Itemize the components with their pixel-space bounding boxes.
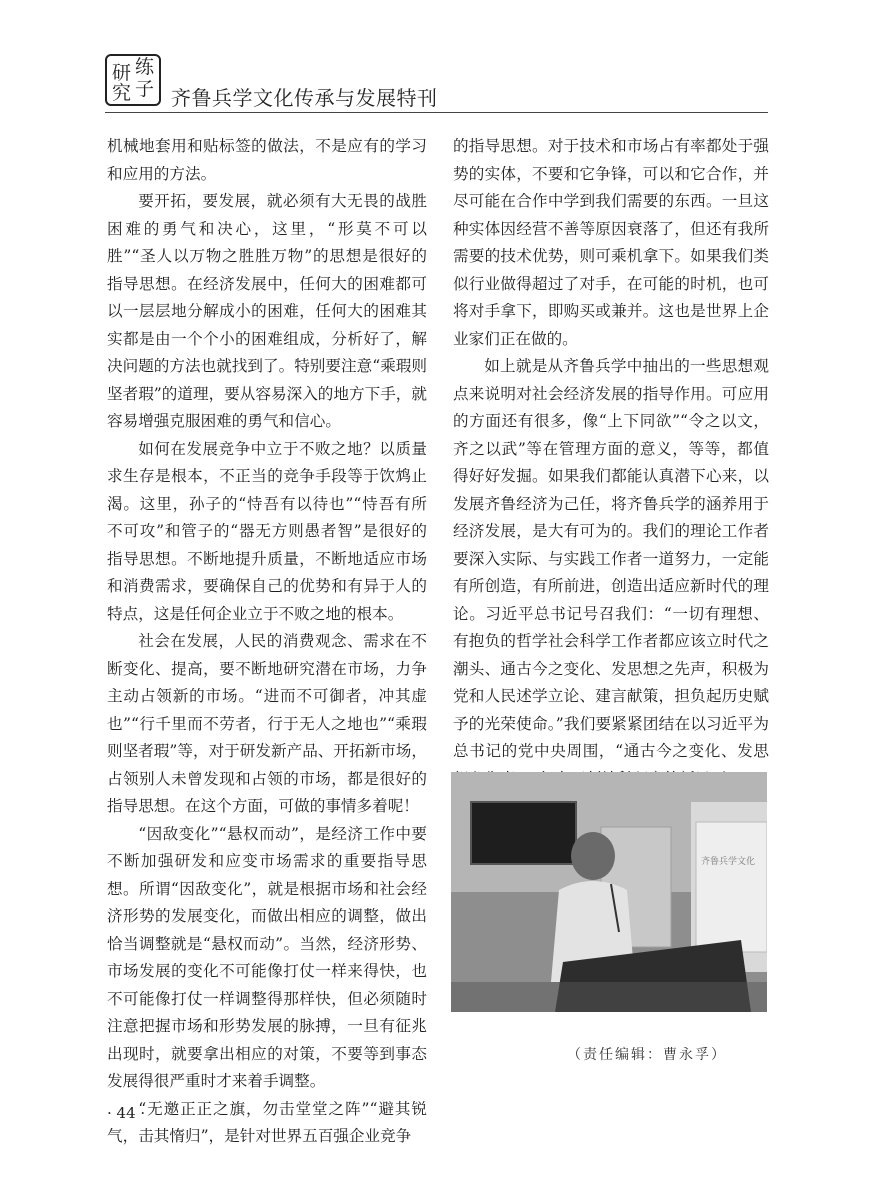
paragraph: 的指导思想。对于技术和市场占有率都处于强势的实体，不要和它争锋，可以和它合作，并尽可能在合作中学到我们需要的东西。一旦这种实体因经营不善等原因衰落了，但还有我所需要的技术优势，则可乘机拿下。如果我们类似行业做得超过了对手，在可能的时机，也可将对手拿下，即购买或兼并。这也是世界上企业家们正在做的。: [453, 137, 769, 348]
paragraph: 机械地套用和贴标签的做法，不是应有的学习和应用的方法。: [107, 137, 427, 183]
header-rule: [105, 112, 768, 113]
page-header: [105, 52, 768, 114]
editor-note: （责任编辑：曹永孚）: [567, 1047, 727, 1063]
paragraph: 社会在发展，人民的消费观念、需求在不断变化、提高，要不断地研究潜在市场，力争主动占领新的市场。“进而不可御者，冲其虚也”“行千里而不劳者，行于无人之地也”“乘瑕则坚者瑕”等，对于研发新产品、开拓新市场，占领别人未曾发现和占领的市场，都是很好的指导思想。在这个方面，可做的事情多着呢！: [107, 632, 427, 815]
logo-char: 子: [135, 78, 155, 100]
logo-char: 研: [112, 62, 132, 84]
paragraph: 如上就是从齐鲁兵学中抽出的一些思想观点来说明对社会经济发展的指导作用。可应用的方面还有很多，像“上下同欲”“令之以文，齐之以武”等在管理方面的意义，等等，都值得好好发掘。如果我们都能认真潜下心来，以发展齐鲁经济为己任，将齐鲁兵学的涵养用于经济发展，是大有可为的。我们的理论工作者要深入实际、与实践工作者一道努力，一定能有所创造，有所前进，创造出适应新时代的理论。习近平总书记号召我们：“一切有理想、有抱负的哲学社会科学工作者都应该立时代之潮头、通古今之变化、发思想之先声，积极为党和人民述学立论、建言献策，担负起历史赋予的光荣使命。”我们要紧紧团结在以习近平为总书记的党中央周围，“通古今之变化、发思: [453, 357, 769, 760]
projection-screen-text: 齐鲁兵学文化: [701, 857, 756, 867]
logo-char: 究: [112, 82, 132, 104]
journal-logo: [105, 54, 161, 106]
projection-screen: [696, 822, 767, 952]
floor-shadow: [451, 982, 767, 1012]
tv-screen: [471, 802, 576, 864]
paragraph: “无邀正正之旗，勿击堂堂之阵”“避其锐气，击其惰归”，是针对世界五百强企业竞争: [107, 1099, 427, 1145]
logo-char: 练: [135, 56, 155, 78]
page-number: · 44 ·: [107, 1104, 146, 1122]
journal-title: 齐鲁兵学文化传承与发展特刊: [171, 86, 438, 110]
right-column: [453, 133, 769, 793]
paragraph: 要开拓，要发展，就必须有大无畏的战胜困难的勇气和决心，这里，“形莫不可以胜”“圣人以万物之胜胜万物”的思想是很好的指导思想。在经济发展中，任何大的困难都可以一层层地分解成小的困难，任何大的困难其实都是由一个个小的困难组成，分析好了，解决问题的方法也就找到了。特别要注意“乘瑕则坚者瑕”的道理，要从容易深入的地方下手，就容易增强克服困难的勇气和信心。: [107, 192, 427, 430]
paragraph: 如何在发展竞争中立于不败之地？以质量求生存是根本，不正当的竞争手段等于饮鸩止渴。这里，孙子的“恃吾有以待也”“恃吾有所不可攻”和管子的“器无方则愚者智”是很好的指导思想。不断地提升质量，不断地适应市场和消费需求，要确保自己的优势和有异于人的特点，这是任何企业立于不败之地的根本。: [107, 439, 427, 623]
left-column: [107, 133, 427, 1151]
speaker-head: [571, 832, 615, 880]
paragraph: “因敌变化”“悬权而动”，是经济工作中要不断加强研发和应变市场需求的重要指导思想。所谓“因敌变化”，就是根据市场和社会经济形势的发展变化，而做出相应的调整，做出恰当调整就是“悬权而动”。当然，经济形势、市场发展的变化不可能像打仗一样来得快，也不可能像打仗一样调整得那样快，但必须随时注意把握市场和形势发展的脉搏，一旦有征兆出现时，就要拿出相应的对策，不要等到事态发展得很严重时才来着手调整。: [107, 824, 427, 1090]
speaker-photo: [451, 772, 767, 1012]
speaker-photo-illustration: [451, 772, 767, 1012]
